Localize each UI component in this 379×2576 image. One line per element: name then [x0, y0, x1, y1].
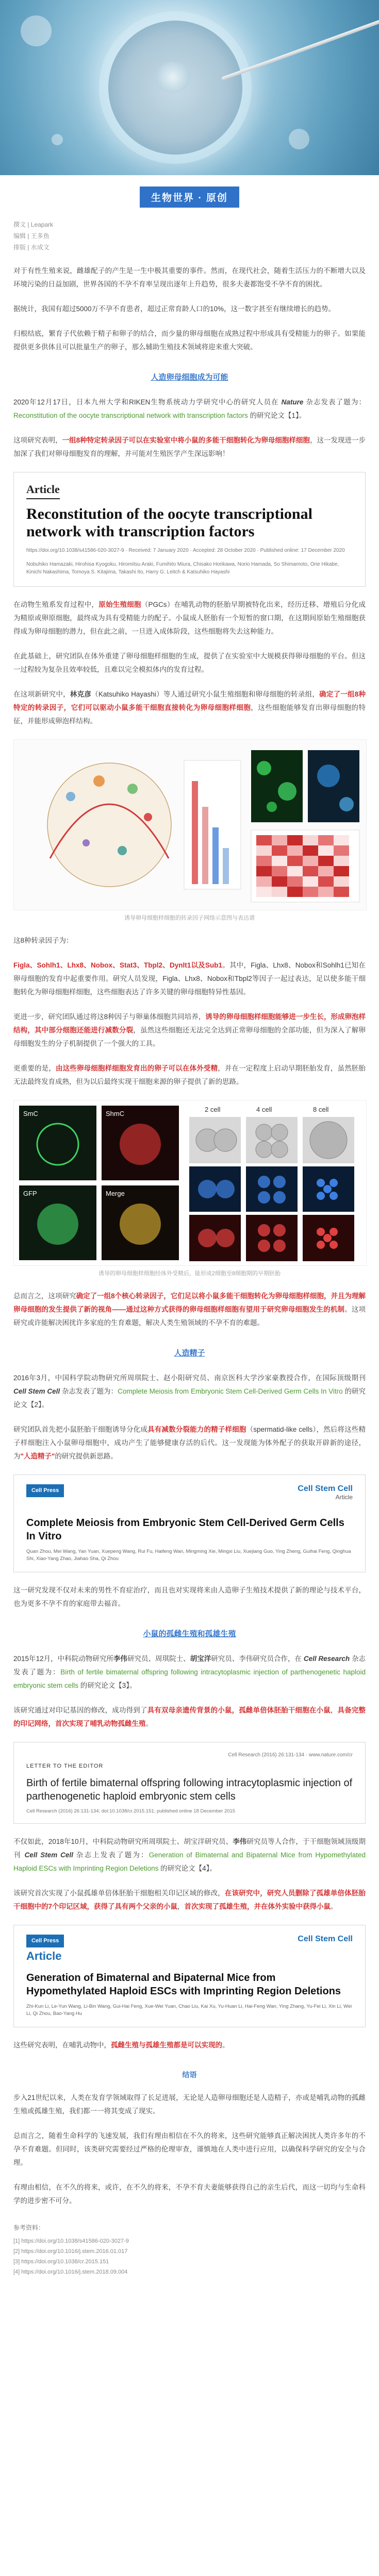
- text-run: 杂志上发表了题为：: [73, 1851, 149, 1859]
- text-run: 该研究通过对印记基因的修改，成功得到了: [13, 1706, 147, 1714]
- paper-title-link[interactable]: Reconstitution of the oocyte transcriptional network with transcription factors: [13, 412, 248, 419]
- panel-label: ShmC: [106, 1110, 125, 1117]
- paragraph: 总而言之，随着生命科学的飞速发展，我们有理由相信在不久的将来，这些研究能够真正解决困扰人类许多年的不孕不育难题。但同时，该类研究需要经过严格的伦理审查，谨慎地在人类中进行应用，以确保科学研究的安全与合理。: [13, 2132, 366, 2166]
- text-run: （Katsuhiko Hayashi）等人通过研究小鼠生殖细胞和卵母细胞的转录组，: [91, 690, 320, 698]
- meta-author: 撰文 | Leapark: [13, 221, 54, 228]
- reference-link[interactable]: [3] https://doi.org/10.1038/cr.2015.151: [13, 2259, 109, 2265]
- embryo-panel: [246, 1117, 298, 1163]
- node-dot: [127, 784, 138, 794]
- paragraph: [13, 688, 366, 728]
- paragraph: [13, 396, 366, 422]
- highlight-text: ——: [112, 1306, 126, 1313]
- text-run: 总而言之，这项研究: [13, 1292, 76, 1300]
- node-dot: [144, 813, 152, 821]
- figure-caption: 诱导的卵母细胞样细胞经体外受精后，能形成2细胞至8细胞期的早期胚胎: [98, 1270, 281, 1277]
- section-heading-sperm: 人造精子: [174, 1349, 205, 1358]
- paragraph: [13, 1652, 366, 1692]
- highlight-text: 确定了一组8种特定的转录因子，它们可以驱动小鼠多能干细胞直接转化为卵母细胞样细胞: [13, 690, 366, 711]
- text-run: 在这项新研究中，: [13, 690, 70, 698]
- text-run: 。: [222, 2041, 229, 2049]
- journal-name: Cell Stem Cell: [13, 1387, 60, 1395]
- journal-name: Cell Research: [303, 1655, 350, 1663]
- figure-1-graphic: [14, 740, 366, 910]
- panel-label: Merge: [106, 1190, 125, 1197]
- fluorescent-cell: [317, 765, 340, 787]
- paragraph: 步入21世纪以来，人类在发育学领域取得了长足进展，无论是人造卵母细胞还是人造精子，亦或是哺乳动物的孤雌生殖或孤雄生殖，我们都一一将其变成了现实。: [13, 2094, 366, 2115]
- text-run: 这项研究表明，: [13, 436, 62, 444]
- fluorescent-cell: [339, 797, 354, 811]
- text-run: （PGCs）在哺乳动物的胚胎早期被特化出来，经历迁移、增殖后分化成为精原或卵原细胞，最终成为具有受精能力的配子。小鼠成人胚胎有一个短暂的窗口期，在这期间原始生殖细胞获得成为卵母细胞的潜力，但在此之前，一旦进入成体阶段，这些细胞将失去这种能力。: [13, 601, 366, 635]
- text-run: 。其中，Figla、Lhx8、Nobox和Sohlh1已知在卵母细胞的发育中起重要作用。研究人员发现，Figla、Lhx8、Nobox和Tbpl2等因子一起过表达，足以使多能干细胞转化为卵母细胞样细胞，这些细胞表达了许多关键的卵母细胞特异性基因。: [13, 961, 366, 996]
- text-run: ，这些细胞能够发育出卵母细胞的特征，并能形成卵泡样结构。: [13, 704, 366, 725]
- article-label: Article: [26, 1950, 62, 1962]
- bar-mark: [192, 781, 198, 884]
- highlight-text: 具有双母亲遗传背景的小鼠，孤雌单倍体胚胎干细胞在小鼠: [147, 1706, 331, 1714]
- cell-stem-cell-paper-screenshot: [13, 1475, 366, 1572]
- text-run: 研究员、李伟研究员合作，在: [211, 1655, 304, 1663]
- node-dot: [83, 839, 90, 846]
- node-dot: [118, 846, 127, 855]
- paragraph: 对于有性生殖来说，雌雄配子的产生是一生中极其重要的事件。然而，在现代社会，随着生活压力的不断增大以及环境污染的日益加剧，世界各国的不孕不育率呈现出逐年上升趋势，很多夫妻都饱受不孕不育的困扰。: [13, 267, 366, 288]
- highlight-text: 通过这种方式获得的卵母细胞样细胞有望用于研究卵母细胞发生的机制: [126, 1306, 345, 1313]
- text-run: 研究团队首先把小鼠胚胎干细胞诱导分化成: [13, 1426, 148, 1433]
- panel-label: SmC: [23, 1110, 38, 1117]
- article-body: [0, 264, 379, 2298]
- text-run: ，并在一定程度上启动早期胚胎发育，虽然胚胎无法最终发育成熟，但为以后最终实现干细胞来源的卵子提供了新的思路。: [13, 1064, 366, 1086]
- paper-title: Generation of Bimaternal and Bipaternal Mice from Hypomethylated Haploid ESCs with Imprinting Region Deletions: [26, 1972, 341, 1997]
- person-name: 胡宝洋: [190, 1655, 211, 1663]
- paragraph: [13, 959, 366, 999]
- text-run: 的研究论文【3】。: [78, 1682, 137, 1689]
- heatmap: [251, 830, 359, 902]
- paper-kind: Article: [26, 483, 60, 499]
- highlight-text: 一组8种特定转录因子可以在实验室中将小鼠的多能干细胞转化为卵母细胞样细胞: [62, 436, 310, 444]
- reference-link[interactable]: [2] https://doi.org/10.1016/j.stem.2016.01.017: [13, 2248, 128, 2255]
- nucleus-illustration: [155, 62, 191, 93]
- text-run: 的研究论文【1】。: [248, 412, 306, 419]
- bar-mark: [212, 827, 219, 884]
- cell-fill: [120, 1204, 161, 1245]
- cell-stem-cell-paper-2-screenshot: [13, 1925, 366, 2027]
- paper-title: Birth of fertile bimaternal offspring following intracytoplasmic injection of parthenogenetic haploid embryonic stem cells: [26, 1777, 353, 1802]
- text-run: 杂志发表了题为：: [13, 1655, 366, 1676]
- journal-name: Nature: [281, 398, 304, 406]
- column-label: 2 cell: [205, 1106, 221, 1113]
- paragraph: [13, 1371, 366, 1412]
- paragraph: [13, 434, 366, 461]
- text-run: 研究员、周琪院士、: [127, 1655, 190, 1663]
- highlight-text: 孤雌生殖与孤雄生殖都是可以实现的: [111, 2041, 222, 2049]
- section-heading-conclusion: 结语: [182, 2071, 197, 2079]
- paragraph: 这一研究发现不仅对未来的男性不育症治疗，而且也对实现将来由人造卵子生殖技术提供了新的理论与技术平台，也为更多不孕不育的家庭带去福音。: [13, 1586, 366, 1607]
- paragraph: [13, 1704, 366, 1731]
- text-run: ，: [330, 1706, 338, 1714]
- node-dot: [66, 792, 75, 801]
- fluorescent-cell: [257, 761, 271, 775]
- node-dot: [93, 775, 105, 787]
- highlight-text: 诱导的卵母细胞样细胞能够进一步生长，形成卵泡样结构，其中部分细胞还能进行减数分裂: [13, 1013, 366, 1034]
- paper-authors: Zhi-Kun Li, Le-Yun Wang, Li-Bin Wang, Gui-Hai Feng, Xue-Wei Yuan, Chao Liu, Kai Xu, Yu-Huan Li, Hai-Feng Wan, Ying Zhang, Yu-Fei Li, Xin Li, Wei Li, Qi Zhou, Bao-Yang Hu: [26, 2004, 352, 2016]
- paragraph: 有理由相信，在不久的将来，或许，在不久的将来，不孕不育夫妻能够获得自己的亲生后代，而这一切均与生命科学的进步密不可分。: [13, 2183, 366, 2205]
- article-title-badge: 生物世界 · 原创: [140, 187, 239, 208]
- paper-authors: Nobuhiko Hamazaki, Hirohisa Kyogoku, Hiromitsu Araki, Fumihito Miura, Chisako Horikawa, Norio Hamada, So Shimamoto, Orie Hikabe, Kinichi Nakashima, Tomoya S. Kitajima, Takashi Ito, Harry G. Leitch & Katsuhiko Hayashi: [26, 562, 339, 575]
- reference-link[interactable]: [1] https://doi.org/10.1038/s41586-020-3027-9: [13, 2238, 129, 2244]
- paragraph: [13, 598, 366, 638]
- text-run: 2016年3月，中国科学院动物研究所周琪院士、赵小阳研究员、南京医科大学沙家豪教授合作，在国际顶级期刊: [13, 1374, 366, 1382]
- text-run: 杂志发表了题为：: [303, 398, 366, 406]
- paragraph: 归根结底，繁育子代依赖于精子和卵子的结合，而少量的卵母细胞在成熟过程中形成具有受精能力的卵子。如果能提供更多供体且可以批量生产的卵子，那么辅助生殖技术领域将迎来重大突破。: [13, 330, 366, 351]
- microscopy-panel: [251, 750, 303, 822]
- text-run: ，: [177, 1903, 185, 1910]
- text-run: 。这项研究或许能解决困扰许多家庭的生育难题，解决人类生殖领域的不孕不育的难题。: [13, 1306, 366, 1327]
- highlight-text: 在该研究中，研究人员删除了孤雄单倍体胚胎干细胞中的7个印记区域，获得了具有两个父亲的小鼠: [13, 1889, 366, 1910]
- text-run: 2020年12月17日，日本九州大学和RIKEN生物系统动力学研究中心的研究人员在: [13, 398, 282, 406]
- journal-name: Cell Stem Cell: [298, 1935, 353, 1943]
- text-run: （spermatid-like cells），然后将这些精子样细胞注入小鼠卵母细胞中，成功产生了能够健康存活的后代。这一发现能为体外配子的获取开辟新的途径，为: [13, 1426, 366, 1460]
- text-run: 更重要的是，: [13, 1064, 56, 1072]
- person-name: 李伟: [113, 1655, 127, 1663]
- injection-needle-illustration: [221, 19, 379, 80]
- paragraph: 这8种转录因子为：: [13, 937, 73, 944]
- page-bottom-spacer: [13, 2277, 366, 2298]
- fluorescent-cell: [267, 802, 277, 812]
- hero-image-icsi-injection: [0, 0, 379, 175]
- journal-info: Cell Research (2016) 26:131-134 · www.nature.com/cr: [228, 1752, 353, 1758]
- cell-press-logo: Cell Press: [26, 1484, 64, 1497]
- cell-fill: [37, 1204, 78, 1245]
- section-heading-oocyte: 人造卵母细胞成为可能: [151, 373, 228, 382]
- paper-authors: Quan Zhou, Mei Wang, Yan Yuan, Xuepeng Wang, Rui Fu, Haifeng Wan, Mingming Xie, Mingxi Liu, Xuejiang Guo, Ying Zheng, Guihai Feng, Qinghua Shi, Xiao-Yang Zhao, Jiahao Sha, Qi Zhou: [26, 1549, 351, 1562]
- text-run: 。: [331, 1903, 338, 1910]
- microscopy-panel: [308, 750, 359, 822]
- highlight-text: 确定了一组8个核心转录因子，它们足以将小鼠多能干细胞转化为卵母细胞样细胞，并且为理解卵母细胞的发生提供了新的视角: [13, 1292, 366, 1313]
- highlight-text: 具有减数分裂能力的精子样细胞: [147, 1426, 246, 1433]
- figure-embryo-development: [13, 1100, 367, 1266]
- paragraph: [13, 2039, 366, 2052]
- column-label: 8 cell: [313, 1106, 329, 1113]
- text-run: 杂志发表了题为：: [60, 1387, 118, 1395]
- article-label: Article: [335, 1494, 353, 1501]
- bar-mark: [223, 848, 229, 884]
- text-run: 这些研究表明，在哺乳动物中，: [13, 2041, 111, 2049]
- nature-paper-screenshot: [13, 472, 366, 587]
- text-run: 更进一步，研究团队通过将这8种因子与卵巢体细胞共同培养，: [13, 1013, 206, 1021]
- paragraph: [13, 1010, 366, 1050]
- paper-title-link[interactable]: Complete Meiosis from Embryonic Stem Cell-Derived Germ Cells In Vitro: [118, 1387, 343, 1395]
- text-run: 的研究论文【4】。: [158, 1865, 217, 1872]
- paper-metadata: https://doi.org/10.1038/s41586-020-3027-9 · Received: 7 January 2020 · Accepted: 28 October 2020 · Published online: 17 December 2020: [26, 548, 345, 553]
- highlight-text: Figla、Sohlh1、Lhx8、Nobox、Stat3、Tbpl2、Dynlt1以及Sub1: [13, 961, 222, 969]
- reference-link[interactable]: [4] https://doi.org/10.1016/j.stem.2018.09.004: [13, 2269, 128, 2275]
- paragraph: [13, 1423, 366, 1463]
- embryo-panel: [246, 1215, 298, 1261]
- paragraph: [13, 1290, 366, 1330]
- highlight-text: 具备完整的印记网络，首次实现了哺乳动物孤雌生殖: [13, 1706, 366, 1727]
- section-heading-parthenogenesis: 小鼠的孤雌生殖和孤雄生殖: [143, 1630, 236, 1638]
- journal-name: Cell Stem Cell: [298, 1484, 353, 1493]
- text-run: ，这一发现进一步加深了我们对卵母细胞发育的理解，并可能对生殖医学产生深远影响！: [13, 436, 366, 457]
- panel-label: GFP: [23, 1190, 37, 1197]
- text-run: 。: [145, 1720, 153, 1727]
- highlight-text: 由这些卵母细胞样细胞发育出的卵子可以在体外受精: [55, 1064, 218, 1072]
- highlight-text: "人造精子": [20, 1452, 55, 1460]
- text-run: 该研究首次实现了小鼠孤雄单倍体胚胎干细胞相关印记区域的修改，: [13, 1889, 225, 1897]
- text-run: 的研究论文【2】。: [13, 1387, 366, 1409]
- paragraph: [13, 1835, 366, 1875]
- text-run: ，虽然这些细胞还无法完全达到正常卵母细胞的全部功能，但为深入了解卵母细胞发生的分子机制提供了一个强大的工具。: [13, 1026, 366, 1047]
- paper-title: Reconstitution of the oocyte transcriptional network with transcription factors: [26, 505, 312, 540]
- figure-transcription-network: [13, 739, 367, 910]
- bar-mark: [202, 807, 208, 884]
- text-run: 在动物生殖系发育过程中，: [13, 601, 99, 608]
- paper-reference: Cell Research (2016) 26:131-134; doi:10.1038/cr.2015.151; published online 18 December 2015: [26, 1808, 236, 1814]
- column-label: 4 cell: [256, 1106, 272, 1113]
- person-name: 李伟: [233, 1838, 247, 1845]
- person-name: 林克彦: [70, 690, 92, 698]
- paper-title-link[interactable]: Generation of Bimaternal and Bipaternal Mice from Hypomethylated Haploid ESCs with Imprinting Region Deletions: [13, 1851, 366, 1872]
- highlight-text: 原始生殖细胞: [98, 601, 141, 608]
- text-run: 2015年12月，中科院动物研究所: [13, 1655, 113, 1663]
- figure-caption: 诱导卵母细胞样细胞的转录因子网络示意图与表达谱: [124, 915, 255, 921]
- article-meta: [13, 219, 366, 253]
- references-list: [13, 2236, 366, 2277]
- journal-name: Cell Stem Cell: [24, 1851, 73, 1859]
- paper-title: Complete Meiosis from Embryonic Stem Cell-Derived Germ Cells In Vitro: [26, 1517, 344, 1542]
- fluorescent-cell: [278, 782, 296, 801]
- cell-press-logo: Cell Press: [26, 1935, 64, 1947]
- cell-research-letter-screenshot: [13, 1742, 366, 1824]
- paragraph: 在此基础上，研究团队在体外重建了卵母细胞样细胞的生成，提供了在实验室中大规模获得卵母细胞的平台。但这一过程较为复杂且效率较低，且难以完全模拟体内的发育过程。: [13, 652, 366, 673]
- cell-fill: [120, 1124, 161, 1165]
- paper-title-link[interactable]: Birth of fertile bimaternal offspring following intracytoplasmic injection of parthenogenetic haploid embryonic stem cells: [13, 1668, 366, 1689]
- letter-kind: LETTER TO THE EDITOR: [26, 1763, 104, 1769]
- network-circle: [47, 763, 171, 887]
- meta-editor: 编辑 | 王多鱼: [13, 232, 50, 240]
- text-run: 不仅如此，2018年10月，中科院动物研究所周琪院士、胡宝洋研究员、: [13, 1838, 233, 1845]
- meta-layout: 排版 | 水成文: [13, 244, 50, 251]
- text-run: 研究员等人合作，于干细胞领域顶级期刊: [13, 1838, 366, 1859]
- figure-2-graphic: [14, 1100, 366, 1265]
- embryo-panel: [246, 1166, 298, 1212]
- text-run: 的研究提供新思路。: [55, 1452, 118, 1460]
- paragraph: 据统计，我国有超过5000万不孕不育患者，超过正常育龄人口的10%，这一数字甚至有继续增长的趋势。: [13, 305, 336, 313]
- paragraph: [13, 1887, 366, 1913]
- paragraph: [13, 1062, 366, 1089]
- highlight-text: 首次实现了孤雄生殖，并在体外实验中获得小鼠: [184, 1903, 331, 1910]
- references-title: 参考资料：: [13, 2224, 45, 2231]
